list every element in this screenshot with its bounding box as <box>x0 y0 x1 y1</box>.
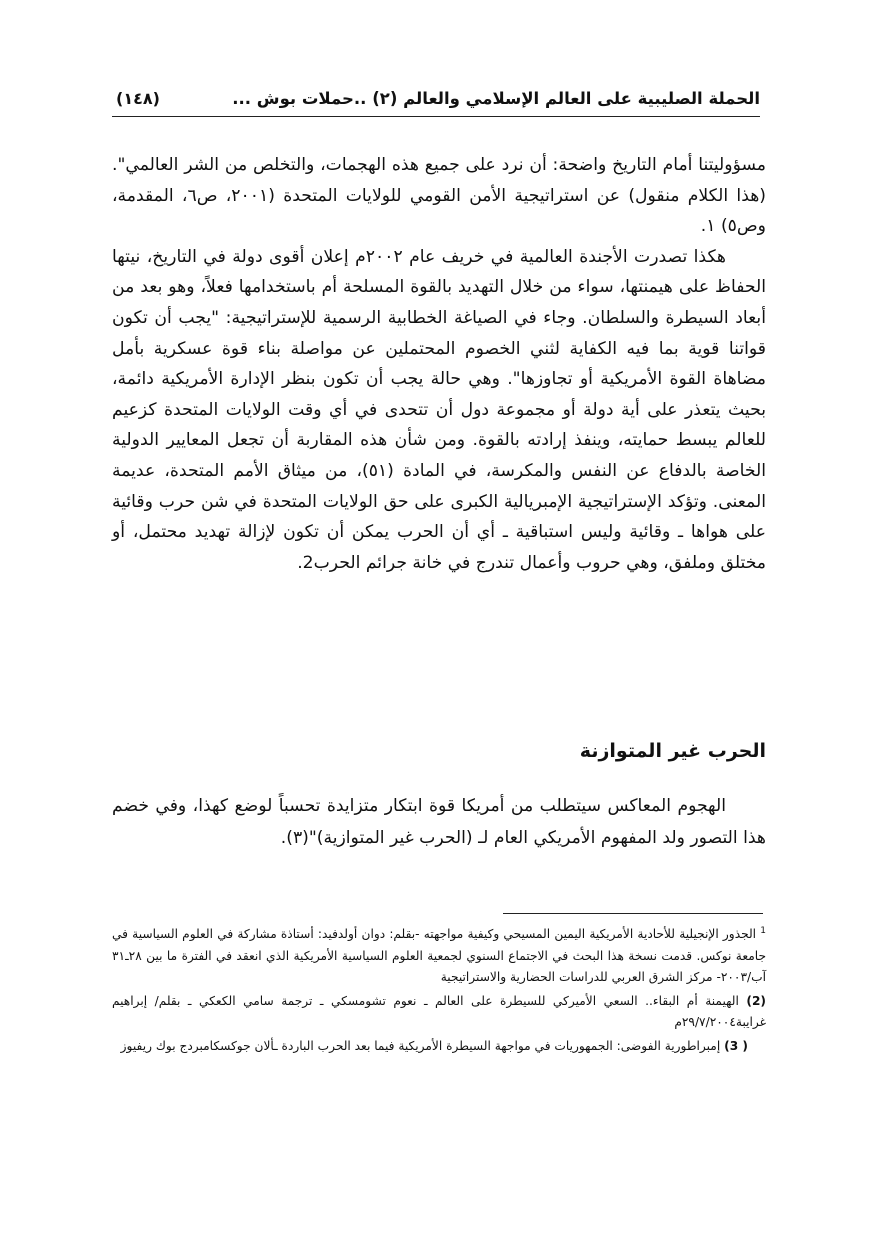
page-number: (١٤٨) <box>116 89 160 108</box>
body-text <box>112 150 766 578</box>
footnote-text-3: إمبراطورية الفوضى: الجمهوريات في مواجهة السيطرة الأمريكية فيما بعد الحرب الباردة ـألان جوكسكامبردج بوك ريفيوز <box>120 1039 721 1054</box>
footnote-marker-3: ( 3) <box>724 1039 748 1054</box>
paragraph-1: مسؤوليتنا أمام التاريخ واضحة: أن نرد على جميع هذه الهجمات، والتخلص من الشر العالمي". (هذا الكلام منقول) عن استراتيجية الأمن القومي للولايات المتحدة (٢٠٠١، ص٦، المقدمة، وص٥) ١. <box>112 155 766 237</box>
footnote-3 <box>112 1036 766 1058</box>
header-title: الحملة الصليبية على العالم الإسلامي والعالم (٢) ..حملات بوش ... <box>232 89 760 108</box>
section-paragraph: الهجوم المعاكس سيتطلب من أمريكا قوة ابتكار متزايدة تحسباً لوضع كهذا، وفي خضم هذا التصور ولد المفهوم الأمريكي العام لـ (الحرب غير المتوازية)"(٣). <box>112 796 766 848</box>
footnote-text-1: الجذور الإنجيلية للأحادية الأمريكية اليمين المسيحي وكيفية مواجهته -بقلم: دوان أولدفيد: أستاذة مشاركة في العلوم السياسية في جامعة نوكس. قدمت نسخة هذا البحث في الاجتماع السنوي لجمعية العلوم السياسية الأمريكية الذي انعقد في الفترة ما بين ٢٨ـ٣١ آب/٢٠٠٣- مركز الشرق العربي للدراسات الحضارية والاستراتيجية <box>112 927 766 985</box>
footnote-marker-1: 1 <box>760 926 766 936</box>
footnote-1 <box>112 921 766 989</box>
section-heading: الحرب غير المتوازنة <box>579 740 766 762</box>
footnote-marker-2: (2) <box>746 993 766 1008</box>
footnote-divider <box>503 913 763 914</box>
paragraph-2: هكذا تصدرت الأجندة العالمية في خريف عام ٢٠٠٢م إعلان أقوى دولة في التاريخ، نيتها الحفاظ على هيمنتها، سواء من خلال التهديد بالقوة المسلحة أم باستخدامها فعلاً، وهو بعد من أبعاد السيطرة والسلطان. وجاء في الصياغة الخطابية الرسمية للإستراتيجية: "يجب أن تكون قواتنا قوية بما فيه الكفاية لثني الخصوم المحتملين عن مواصلة بناء قوة عسكرية بأمل مضاهاة القوة الأمريكية أو تجاوزها". وهي حالة يجب أن تكون بنظر الإدارة الأمريكية دائمة، بحيث يتعذر على أية دولة أو مجموعة دول أن تتحدى في أي وقت الولايات المتحدة كزعيم للعالم يبسط حمايته، وينفذ إرادته بالقوة. ومن شأن هذه المقاربة أن تجعل المعايير الدولية الخاصة بالدفاع عن النفس والمكرسة، في المادة (٥١)، من ميثاق الأمم المتحدة، عديمة المعنى. وتؤكد الإستراتيجية الإمبريالية الكبرى على حق الولايات المتحدة في شن حرب وقائية على هواها ـ وقائية وليس استباقية ـ أي أن الحرب يمكن أن تكون لإزالة تهديد محتمل، أو مختلق وملفق، وهي حروب وأعمال تندرج في خانة جرائم الحرب2. <box>112 246 767 573</box>
footnotes <box>112 921 766 1060</box>
running-header <box>112 86 760 117</box>
footnote-2 <box>112 991 766 1034</box>
footnote-text-2: الهيمنة أم البقاء.. السعي الأميركي للسيطرة على العالم ـ نعوم تشومسكي ـ ترجمة سامي الكعكي ـ بقلم/ إبراهيم غرايبة٢٩/٧/٢٠٠٤م <box>112 993 766 1030</box>
